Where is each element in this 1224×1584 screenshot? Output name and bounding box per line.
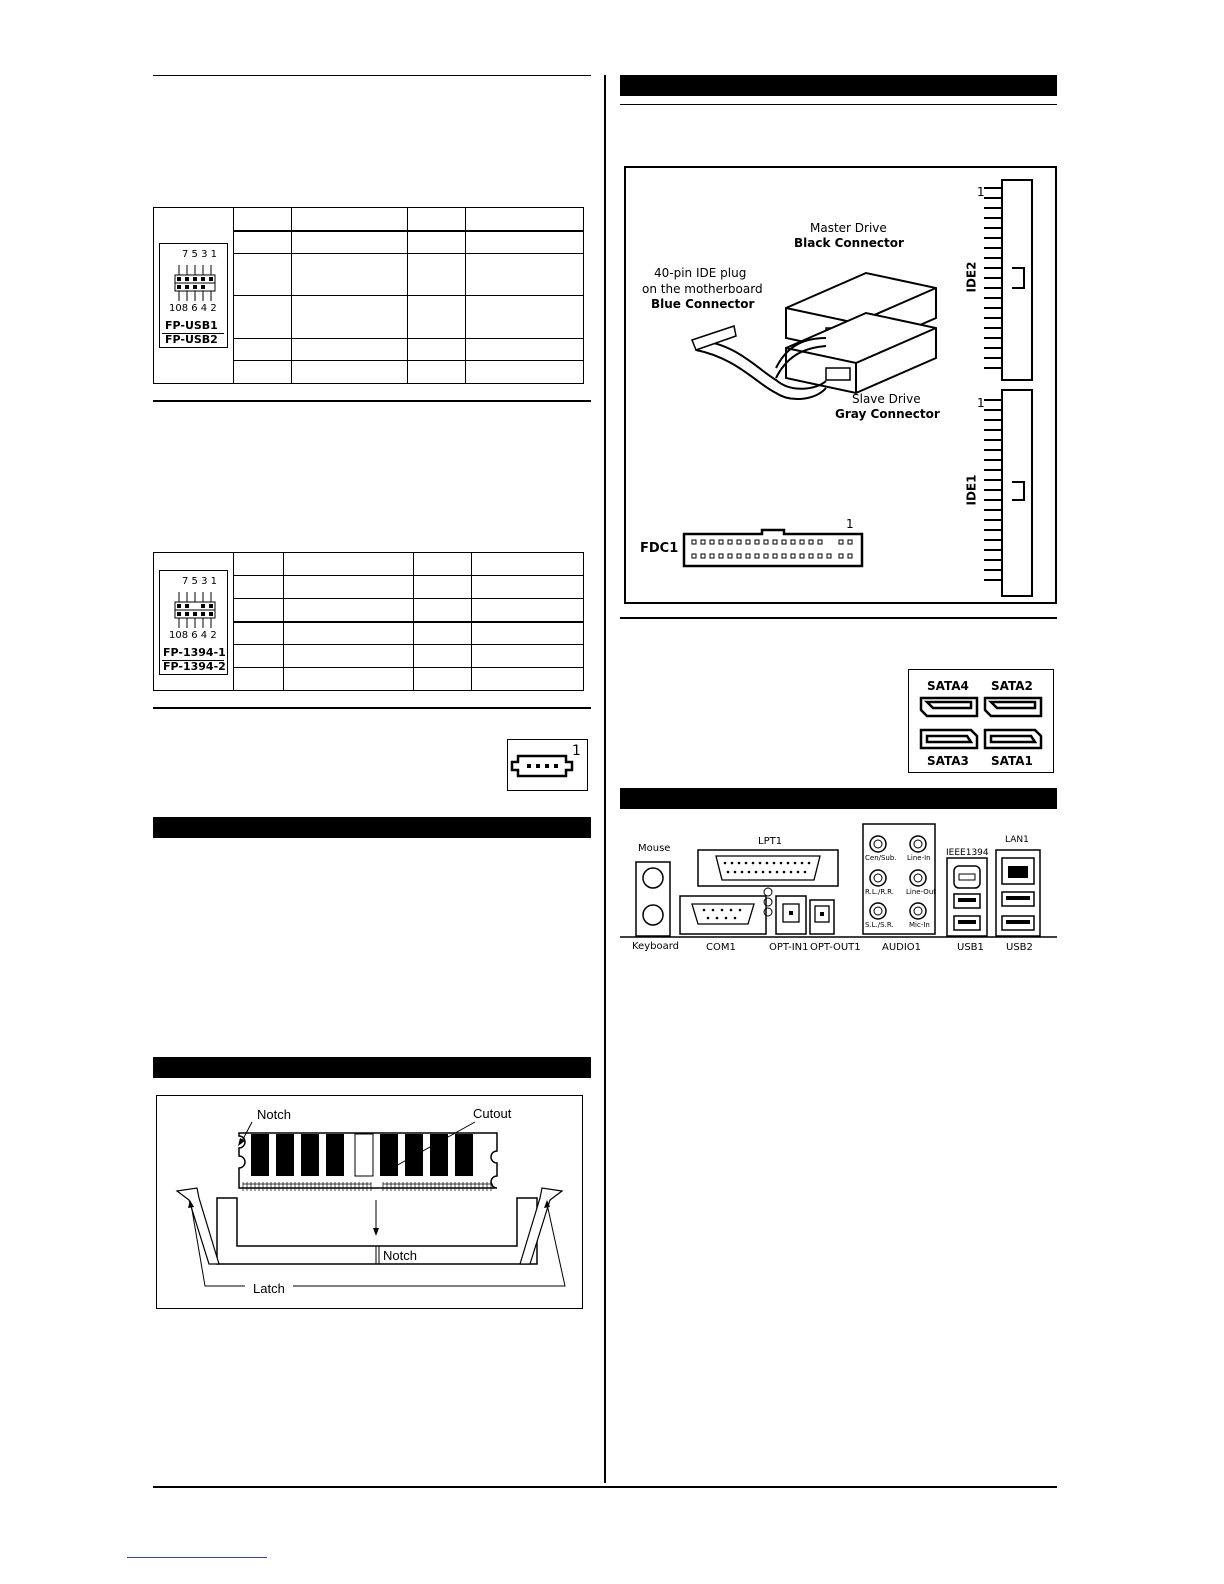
- usb-header-pins-icon: [171, 261, 231, 303]
- mouse-label: Mouse: [638, 843, 671, 854]
- footer-rule: [153, 1486, 1057, 1488]
- ieee1394-header-name-2: FP-1394-2: [163, 660, 226, 673]
- keyboard-label: Keyboard: [632, 941, 680, 952]
- section-rule-1394-end: [153, 707, 591, 709]
- ide2-label: IDE2: [964, 261, 979, 293]
- usb-pin-labels-bottom: 108 6 4 2: [169, 303, 217, 314]
- ieee1394-pin-table: [153, 552, 584, 691]
- master-connector-label: Black Connector: [794, 236, 904, 250]
- usb-header-name-2: FP-USB2: [165, 333, 218, 346]
- section-header-bar-backpanel: [620, 788, 1057, 809]
- usb1-label: USB1: [957, 942, 984, 953]
- dimm-latch-label: Latch: [253, 1281, 285, 1296]
- ide1-pin1-label: 1: [977, 396, 985, 410]
- dimm-module-illustration: [157, 1096, 582, 1308]
- line-in-label: Line-In: [907, 854, 931, 862]
- usb-pin-table: [153, 207, 584, 384]
- fdc1-label: FDC1: [640, 541, 679, 556]
- dimm-notch-top-label: Notch: [257, 1107, 291, 1122]
- dimm-notch-bottom-label: Notch: [383, 1248, 417, 1263]
- small-connector-pin1: 1: [572, 743, 581, 759]
- dimm-cutout-label: Cutout: [473, 1106, 512, 1121]
- ieee1394-pin-labels-top: 7 5 3 1: [182, 576, 217, 587]
- cen-sub-label: Cen/Sub.: [865, 854, 897, 862]
- ieee1394-pin-labels-bottom: 108 6 4 2: [169, 630, 217, 641]
- section-rule-top-left: [153, 75, 591, 76]
- fdc1-pin1-label: 1: [846, 517, 854, 531]
- ieee1394-header-diagram: [159, 570, 228, 675]
- sata3-label: SATA3: [927, 754, 969, 768]
- section-header-bar-1: [153, 817, 591, 838]
- section-rule-ide: [620, 104, 1057, 105]
- line-out-label: Line-Out: [906, 888, 936, 896]
- usb-header-diagram: [159, 243, 228, 348]
- opt-out1-label: OPT-OUT1: [810, 942, 861, 953]
- ide-plug-label-2: on the motherboard: [642, 282, 763, 296]
- dimm-install-diagram: [156, 1095, 583, 1309]
- ieee1394-header-name-1: FP-1394-1: [163, 646, 226, 659]
- rl-rr-label: R.L./R.R.: [865, 888, 895, 896]
- sata1-label: SATA1: [991, 754, 1033, 768]
- sata2-label: SATA2: [991, 679, 1033, 693]
- ide-plug-label-3: Blue Connector: [651, 297, 755, 311]
- back-panel-diagram: [620, 820, 1057, 955]
- section-header-bar-ide: [620, 75, 1057, 96]
- section-rule-usb-end: [153, 400, 591, 402]
- ide1-label: IDE1: [964, 474, 979, 506]
- sata4-label: SATA4: [927, 679, 969, 693]
- slave-connector-label: Gray Connector: [835, 407, 940, 421]
- section-rule-sata: [620, 617, 1057, 619]
- master-drive-label: Master Drive: [810, 221, 887, 235]
- footnote-link-line: [127, 1557, 267, 1558]
- ieee1394-header-pins-icon: [171, 588, 231, 630]
- audio1-label: AUDIO1: [882, 942, 922, 953]
- usb2-label: USB2: [1006, 942, 1033, 953]
- usb-header-name-1: FP-USB1: [165, 319, 218, 332]
- opt-in1-label: OPT-IN1: [769, 942, 809, 953]
- small-connector-diagram: [507, 739, 588, 791]
- ide2-pin1-label: 1: [977, 185, 985, 199]
- slave-drive-label: Slave Drive: [852, 392, 921, 406]
- usb-pin-labels-top: 7 5 3 1: [182, 249, 217, 260]
- sata-diagram: [908, 669, 1054, 773]
- ieee1394-label: IEEE1394: [946, 848, 989, 858]
- lpt1-label: LPT1: [758, 836, 783, 847]
- back-panel-illustration: [620, 820, 1057, 955]
- sl-sr-label: S.L./S.R.: [865, 921, 894, 929]
- column-divider: [604, 75, 606, 1483]
- mic-in-label: Mic-In: [909, 921, 930, 929]
- ide-plug-label-1: 40-pin IDE plug: [654, 266, 747, 280]
- section-header-bar-2: [153, 1057, 591, 1078]
- ide-fdc-diagram: [624, 166, 1057, 604]
- lan1-label: LAN1: [1005, 835, 1029, 845]
- com1-label: COM1: [706, 942, 736, 953]
